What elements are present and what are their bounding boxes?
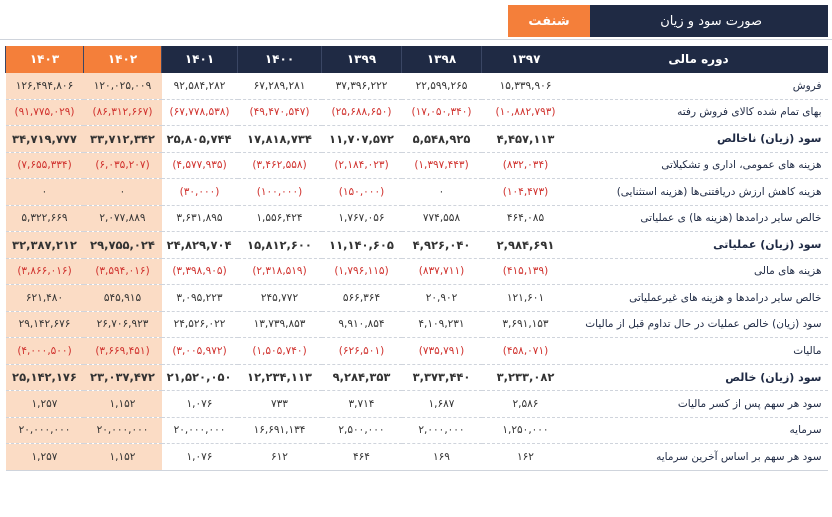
row-value: ۱,۲۵۷: [6, 444, 84, 471]
row-value: ۹۲,۵۸۴,۲۸۲: [162, 73, 238, 100]
row-value: ۵۶۶,۳۶۴: [322, 285, 402, 312]
row-label: سود (زیان) خالص عملیات در حال تداوم قبل از مالیات: [570, 311, 828, 338]
row-value: (۶۷,۷۷۸,۵۳۸): [162, 99, 238, 126]
row-value: ۲,۵۰۰,۰۰۰: [322, 417, 402, 444]
row-value: ۲,۰۰۰,۰۰۰: [402, 417, 482, 444]
row-value: ۲۰,۹۰۲: [402, 285, 482, 312]
row-value: (۳,۵۹۴,۰۱۶): [84, 258, 162, 285]
table-row: [6, 285, 828, 312]
row-value: (۲۵,۶۸۸,۶۵۰): [322, 99, 402, 126]
row-value: ۱,۱۵۲: [84, 444, 162, 471]
income-statement-table: [5, 46, 828, 471]
row-value: ۱۵,۸۱۲,۶۰۰: [238, 232, 322, 259]
row-value: ۶۷,۲۸۹,۲۸۱: [238, 73, 322, 100]
row-value: ۲,۰۷۷,۸۸۹: [84, 205, 162, 232]
row-value: (۶۲۶,۵۰۱): [322, 338, 402, 365]
row-label: هزینه های عمومی، اداری و تشکیلاتی: [570, 152, 828, 179]
row-value: ۲۰,۰۰۰,۰۰۰: [162, 417, 238, 444]
row-value: ۳۲,۳۸۷,۲۱۲: [6, 232, 84, 259]
row-label: سود هر سهم بر اساس آخرین سرمایه: [570, 444, 828, 471]
row-value: ۳,۳۷۳,۴۴۰: [402, 364, 482, 391]
year-header: ۱۴۰۰: [238, 46, 322, 73]
row-value: (۳,۰۰۵,۹۷۲): [162, 338, 238, 365]
year-header: ۱۴۰۳: [6, 46, 84, 73]
row-value: ۲۶,۷۰۶,۹۲۳: [84, 311, 162, 338]
row-value: (۱۵۰,۰۰۰): [322, 179, 402, 206]
row-value: ۶۱۲: [238, 444, 322, 471]
row-value: (۴۵۸,۰۷۱): [482, 338, 570, 365]
table-row: [6, 152, 828, 179]
row-value: (۳,۸۶۶,۰۱۶): [6, 258, 84, 285]
table-row: [6, 444, 828, 471]
row-value: ۵۴۵,۹۱۵: [84, 285, 162, 312]
row-label: بهای تمام شده کالای فروش رفته: [570, 99, 828, 126]
row-value: (۴۹,۴۷۰,۵۴۷): [238, 99, 322, 126]
row-value: ۲۴,۵۲۶,۰۲۲: [162, 311, 238, 338]
row-value: ۴,۱۰۹,۲۳۱: [402, 311, 482, 338]
row-value: ۳۳,۷۱۲,۳۴۲: [84, 126, 162, 153]
table-row: [6, 73, 828, 100]
row-value: (۸۳۷,۷۱۱): [402, 258, 482, 285]
row-value: ۰: [402, 179, 482, 206]
row-value: (۱۰,۸۸۲,۷۹۳): [482, 99, 570, 126]
row-value: ۴,۹۲۶,۰۴۰: [402, 232, 482, 259]
row-value: ۷۷۴,۵۵۸: [402, 205, 482, 232]
row-value: ۳,۶۳۱,۸۹۵: [162, 205, 238, 232]
row-value: ۵,۵۴۸,۹۲۵: [402, 126, 482, 153]
row-value: ۹,۹۱۰,۸۵۴: [322, 311, 402, 338]
table-row: [6, 232, 828, 259]
row-value: ۱۱,۷۰۷,۵۷۲: [322, 126, 402, 153]
row-value: ۲۴,۸۲۹,۷۰۴: [162, 232, 238, 259]
year-header: ۱۴۰۲: [84, 46, 162, 73]
row-value: ۱,۶۸۷: [402, 391, 482, 418]
table-row: [6, 338, 828, 365]
row-label: خالص سایر درامدها (هزینه ها) ی عملیاتی: [570, 205, 828, 232]
year-header: ۱۳۹۷: [482, 46, 570, 73]
table-row: [6, 126, 828, 153]
row-value: (۲,۱۸۴,۰۲۳): [322, 152, 402, 179]
table-row: [6, 205, 828, 232]
table-header-row: [6, 46, 828, 73]
row-value: (۹۱,۷۷۵,۰۲۹): [6, 99, 84, 126]
row-label: هزینه کاهش ارزش دریافتنی‌ها (هزینه استثنایی): [570, 179, 828, 206]
row-value: ۴۶۴: [322, 444, 402, 471]
row-label: سود (زیان) ناخالص: [570, 126, 828, 153]
row-value: ۳,۶۹۱,۱۵۳: [482, 311, 570, 338]
row-label: سود هر سهم پس از کسر مالیات: [570, 391, 828, 418]
row-value: ۱,۵۵۶,۴۲۴: [238, 205, 322, 232]
row-value: ۱۳,۷۳۹,۸۵۳: [238, 311, 322, 338]
row-value: ۱,۱۵۲: [84, 391, 162, 418]
row-value: ۲۳,۰۳۷,۴۷۲: [84, 364, 162, 391]
row-value: ۲,۹۸۴,۶۹۱: [482, 232, 570, 259]
row-value: (۱۰۰,۰۰۰): [238, 179, 322, 206]
row-value: (۴,۰۰۰,۵۰۰): [6, 338, 84, 365]
row-value: ۴,۴۵۷,۱۱۳: [482, 126, 570, 153]
row-value: ۱۲,۲۳۴,۱۱۳: [238, 364, 322, 391]
row-value: ۱,۷۶۷,۰۵۶: [322, 205, 402, 232]
row-value: (۱,۳۹۷,۴۴۳): [402, 152, 482, 179]
row-value: ۲۹,۷۵۵,۰۲۴: [84, 232, 162, 259]
row-value: ۲۰,۰۰۰,۰۰۰: [84, 417, 162, 444]
row-value: (۷۳۵,۷۹۱): [402, 338, 482, 365]
row-value: (۴,۵۷۷,۹۳۵): [162, 152, 238, 179]
row-value: ۲۵,۸۰۵,۷۴۴: [162, 126, 238, 153]
row-value: ۱۱,۱۴۰,۶۰۵: [322, 232, 402, 259]
row-value: ۱۲۰,۰۲۵,۰۰۹: [84, 73, 162, 100]
row-value: ۳۴,۷۱۹,۷۷۷: [6, 126, 84, 153]
row-value: (۳,۶۶۹,۴۵۱): [84, 338, 162, 365]
row-value: ۱۶۹: [402, 444, 482, 471]
row-label: هزینه های مالی: [570, 258, 828, 285]
row-value: (۱۷,۰۵۰,۳۴۰): [402, 99, 482, 126]
row-label: خالص سایر درامدها و هزینه های غیرعملیاتی: [570, 285, 828, 312]
row-value: ۲۹,۱۴۲,۶۷۶: [6, 311, 84, 338]
row-value: ۱,۲۵۷: [6, 391, 84, 418]
row-label: سرمایه: [570, 417, 828, 444]
row-value: ۷۳۳: [238, 391, 322, 418]
row-value: ۳,۷۱۴: [322, 391, 402, 418]
row-value: (۴۱۵,۱۳۹): [482, 258, 570, 285]
row-value: ۱۶۲: [482, 444, 570, 471]
year-header: ۱۴۰۱: [162, 46, 238, 73]
row-value: ۲۴۵,۷۷۲: [238, 285, 322, 312]
header-divider: [0, 39, 832, 40]
table-row: [6, 179, 828, 206]
row-value: ۹,۲۸۴,۳۵۳: [322, 364, 402, 391]
row-value: ۰: [84, 179, 162, 206]
row-value: (۳,۴۶۲,۵۵۸): [238, 152, 322, 179]
row-value: ۰: [6, 179, 84, 206]
table-row: [6, 311, 828, 338]
row-value: (۱,۷۹۶,۱۱۵): [322, 258, 402, 285]
row-value: ۱۶,۶۹۱,۱۳۴: [238, 417, 322, 444]
row-value: (۷,۶۵۵,۳۳۴): [6, 152, 84, 179]
row-value: (۸۶,۳۱۲,۶۶۷): [84, 99, 162, 126]
row-value: ۳۷,۳۹۶,۲۲۲: [322, 73, 402, 100]
row-label: سود (زیان) عملیاتی: [570, 232, 828, 259]
report-title: صورت سود و زیان: [590, 5, 828, 37]
row-label: سود (زیان) خالص: [570, 364, 828, 391]
row-value: ۱۷,۸۱۸,۷۳۴: [238, 126, 322, 153]
row-value: ۵,۳۲۲,۶۶۹: [6, 205, 84, 232]
symbol-tag: شنفت: [508, 5, 590, 37]
row-value: (۱۰۴,۴۷۳): [482, 179, 570, 206]
row-value: ۲۲,۵۹۹,۲۶۵: [402, 73, 482, 100]
row-value: (۸۳۲,۰۳۴): [482, 152, 570, 179]
table-row: [6, 258, 828, 285]
row-value: ۳,۲۳۳,۰۸۲: [482, 364, 570, 391]
row-value: (۱,۵۰۵,۷۴۰): [238, 338, 322, 365]
row-value: (۳۰,۰۰۰): [162, 179, 238, 206]
row-value: (۶,۰۳۵,۲۰۷): [84, 152, 162, 179]
table-row: [6, 417, 828, 444]
row-value: ۶۲۱,۴۸۰: [6, 285, 84, 312]
row-value: ۲۱,۵۲۰,۰۵۰: [162, 364, 238, 391]
row-value: ۲۵,۱۴۲,۱۷۶: [6, 364, 84, 391]
table-row: [6, 364, 828, 391]
row-value: ۳,۰۹۵,۲۲۳: [162, 285, 238, 312]
table-row: [6, 99, 828, 126]
table-row: [6, 391, 828, 418]
row-value: ۱,۲۵۰,۰۰۰: [482, 417, 570, 444]
row-value: ۱,۰۷۶: [162, 391, 238, 418]
row-value: ۱۵,۳۳۹,۹۰۶: [482, 73, 570, 100]
row-label: فروش: [570, 73, 828, 100]
report-header: [0, 5, 832, 37]
row-value: (۲,۳۱۸,۵۱۹): [238, 258, 322, 285]
row-label: مالیات: [570, 338, 828, 365]
year-header: ۱۳۹۸: [402, 46, 482, 73]
year-header: ۱۳۹۹: [322, 46, 402, 73]
row-value: ۴۶۴,۰۸۵: [482, 205, 570, 232]
row-value: ۲,۵۸۶: [482, 391, 570, 418]
row-value: ۱۲۱,۶۰۱: [482, 285, 570, 312]
row-value: (۳,۳۹۸,۹۰۵): [162, 258, 238, 285]
period-header: دوره مالی: [570, 46, 828, 73]
row-value: ۱,۰۷۶: [162, 444, 238, 471]
row-value: ۲۰,۰۰۰,۰۰۰: [6, 417, 84, 444]
row-value: ۱۲۶,۴۹۴,۸۰۶: [6, 73, 84, 100]
